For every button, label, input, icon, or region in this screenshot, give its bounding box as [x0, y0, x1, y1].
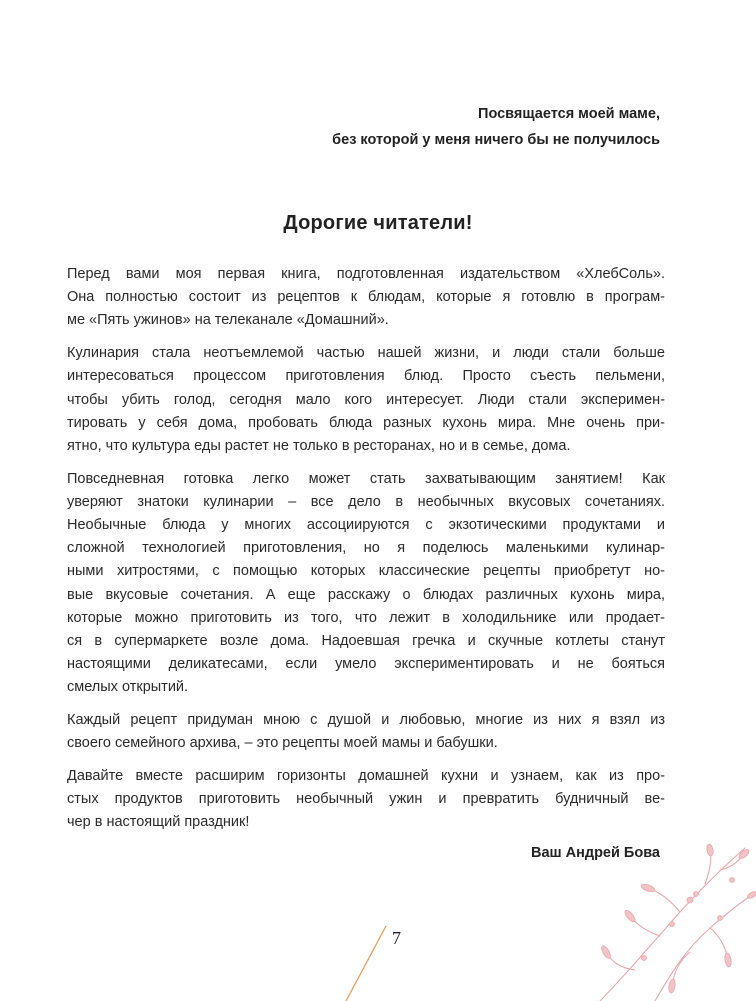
text-line: Давайте вместе расширим горизонты домашней кухни и узнаем, как из про- [67, 768, 665, 785]
text-line: Необычные блюда у многих ассоциируются с экзотическими продуктами и [67, 517, 665, 534]
text-line: интересоваться процессом приготовления блюд. Просто съесть пельмени, [67, 368, 665, 385]
text-line: сложной технологией приготовления, но я поделюсь маленькими кулинар- [67, 540, 665, 557]
text-line: Кулинария стала неотъемлемой частью нашей жизни, и люди стали больше [67, 345, 665, 362]
text-line: Повседневная готовка легко может стать захватывающим занятием! Как [67, 470, 665, 487]
text-line: стых продуктов приготовить необычный ужин и превратить будничный ве- [67, 791, 665, 808]
text-line: ятно, что культура еды растет не только в ресторанах, но и в семье, дома. [67, 437, 571, 454]
text-line: Перед вами моя первая книга, подготовленная издательством «ХлебСоль». [67, 266, 665, 282]
floral-branch-icon [560, 840, 756, 1001]
text-line: уверяют знатоки кулинарии – все дело в необычных вкусовых сочетаниях. [67, 493, 665, 510]
text-line: тировать у себя дома, пробовать блюда разных кухонь мира. Мне очень при- [67, 414, 665, 431]
text-line: своего семейного архива, – это рецепты моей мамы и бабушки. [67, 735, 498, 752]
text-line: чтобы убить голод, сегодня мало кого интересует. Люди стали эксперимен- [67, 391, 665, 408]
text-line: ме «Пять ужинов» на телеканале «Домашний». [67, 312, 389, 329]
text-line: Она полностью состоит из рецептов к блюдам, которые я готовлю в програм- [67, 289, 665, 306]
text-line: которые можно приготовить из того, что лежит в холодильнике или продает- [67, 609, 665, 626]
text-line: ными хитростями, с помощью которых классические рецепты приобретут но- [67, 563, 665, 580]
dedication-line-1: Посвящается моей маме, [478, 106, 660, 122]
text-line: смелых открытий. [67, 679, 189, 696]
text-line: чер в настоящий праздник! [67, 814, 250, 831]
text-line: ся в супермаркете возле дома. Надоевшая гречка и скучные котлеты станут [67, 633, 665, 650]
page-number: 7 [392, 928, 401, 948]
dedication-line-2: без которой у меня ничего бы не получилось [332, 132, 660, 148]
signature: Ваш Андрей Бова [530, 845, 660, 861]
page-heading: Дорогие читатели! [283, 212, 473, 234]
text-line: Каждый рецепт придуман мною с душой и любовью, многие из них я взял из [67, 712, 665, 729]
text-line: вые вкусовые сочетания. А еще расскажу о блюдах различных кухонь мира, [67, 586, 665, 603]
text-line: настоящими деликатесами, если умело экспериментировать и не бояться [67, 656, 665, 673]
